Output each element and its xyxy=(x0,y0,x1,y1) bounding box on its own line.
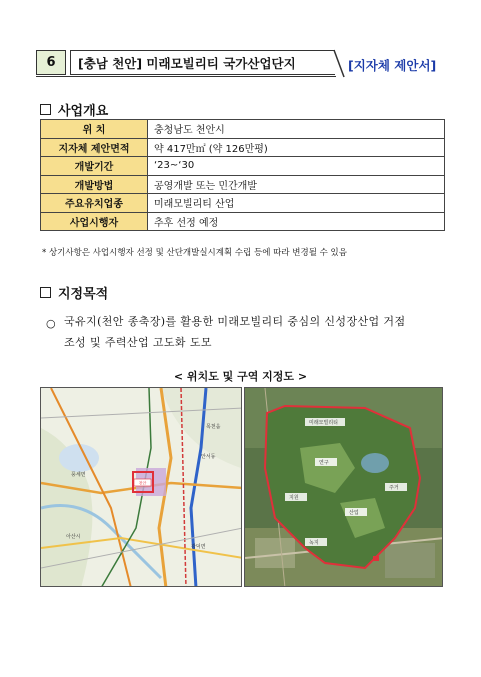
table-key: 주요유치업종 xyxy=(41,194,148,213)
table-row xyxy=(41,138,445,157)
map-label-east: 안서동 xyxy=(201,454,216,460)
table-value: 공영개발 또는 민간개발 xyxy=(148,175,445,194)
table-row xyxy=(41,175,445,194)
title-box-slant xyxy=(326,48,346,78)
table-key: 지자체 제안면적 xyxy=(41,138,148,157)
table-value: 추후 선정 예정 xyxy=(148,212,445,231)
table-key: 개발기간 xyxy=(41,157,148,176)
table-key: 위 치 xyxy=(41,120,148,139)
purpose-text-line2: 조성 및 주력산업 고도화 도모 xyxy=(64,336,212,349)
site-label: 천안 xyxy=(138,480,147,486)
figure-caption: < 위치도 및 구역 지정도 > xyxy=(173,370,308,383)
table-value: 약 417만㎡ (약 126만평) xyxy=(148,138,445,157)
zone-label: 미래모빌리티 xyxy=(309,420,338,426)
table-value: ‘23~‘30 xyxy=(148,157,445,176)
section-heading-purpose xyxy=(40,283,108,302)
zone-label: 연구 xyxy=(319,460,329,466)
zone-label: 녹지 xyxy=(309,540,319,546)
zoning-map-graphic xyxy=(245,388,443,587)
checkbox-square-icon xyxy=(40,104,51,115)
section-number: 6 xyxy=(36,50,66,75)
bullet-icon: ○ xyxy=(46,317,56,330)
map-label-south: 아산시 xyxy=(66,534,81,540)
footnote: * 상기사항은 사업시행자 선정 및 산단개발실시계획 수립 등에 따라 변경될 수 있음 xyxy=(42,248,347,258)
table-key: 개발방법 xyxy=(41,175,148,194)
purpose-text-line1: 국유지(천안 종축장)를 활용한 미래모빌리티 중심의 신성장산업 거점 xyxy=(64,315,406,328)
header-underline xyxy=(36,76,336,77)
table-row xyxy=(41,212,445,231)
section-heading-overview xyxy=(40,100,108,119)
zone-label: 주거 xyxy=(389,485,399,491)
table-row xyxy=(41,194,445,213)
overview-table xyxy=(40,119,445,231)
proposal-badge: [지자체 제안서] xyxy=(348,58,437,73)
page-title: [충남 천안] 미래모빌리티 국가산업단지 xyxy=(78,56,296,71)
table-row xyxy=(41,120,445,139)
map-label-southeast: 광덕면 xyxy=(191,544,206,550)
zone-label: 산업 xyxy=(349,510,359,516)
zone-label: 지원 xyxy=(289,495,299,501)
map-label-northeast: 목천읍 xyxy=(206,424,221,430)
map-label-west: 풍세면 xyxy=(71,472,86,478)
checkbox-square-icon xyxy=(40,287,51,298)
section-title: 지정목적 xyxy=(58,287,109,302)
location-map xyxy=(40,387,242,587)
section-title: 사업개요 xyxy=(58,104,109,119)
table-row xyxy=(41,157,445,176)
zoning-satellite-map xyxy=(244,387,443,587)
table-key: 사업시행자 xyxy=(41,212,148,231)
table-value: 충청남도 천안시 xyxy=(148,120,445,139)
table-value: 미래모빌리티 산업 xyxy=(148,194,445,213)
location-map-graphic xyxy=(41,388,242,587)
